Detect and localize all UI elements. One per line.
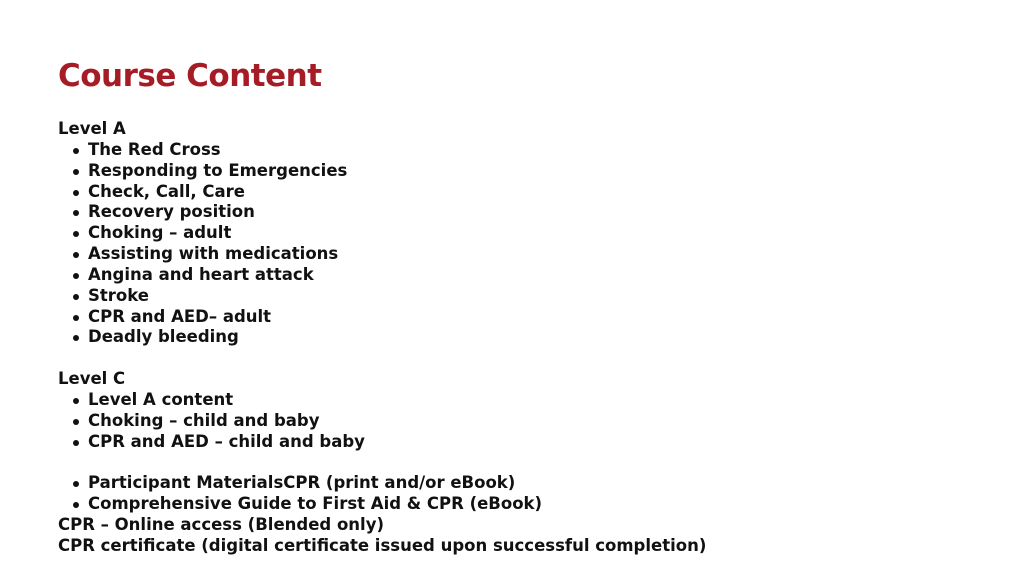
list-item: Comprehensive Guide to First Aid & CPR (eBook)	[58, 494, 998, 515]
level-c-heading: Level C	[58, 369, 126, 389]
list-item: The Red Cross	[58, 140, 998, 161]
level-c-list	[58, 390, 998, 453]
level-a-list	[58, 140, 998, 348]
certificate-line: CPR certificate (digital certificate issued upon successful completion)	[58, 535, 707, 555]
online-access-line: CPR – Online access (Blended only)	[58, 515, 384, 535]
list-item: Assisting with medications	[58, 244, 998, 265]
list-item: Stroke	[58, 286, 998, 307]
list-item: Deadly bleeding	[58, 327, 998, 348]
level-a-heading: Level A	[58, 119, 126, 138]
spacer	[58, 348, 998, 369]
list-item: Check, Call, Care	[58, 182, 998, 203]
list-item: CPR and AED – child and baby	[58, 432, 998, 453]
spacer	[58, 453, 998, 474]
course-content-body	[58, 119, 998, 557]
materials-list	[58, 473, 998, 515]
list-item: CPR and AED– adult	[58, 307, 998, 328]
page-title: Course Content	[58, 58, 322, 94]
list-item: Choking – adult	[58, 223, 998, 244]
list-item: Angina and heart attack	[58, 265, 998, 286]
list-item: Participant MaterialsCPR (print and/or eBook)	[58, 473, 998, 494]
list-item: Choking – child and baby	[58, 411, 998, 432]
list-item: Recovery position	[58, 202, 998, 223]
list-item: Level A content	[58, 390, 998, 411]
list-item: Responding to Emergencies	[58, 161, 998, 182]
